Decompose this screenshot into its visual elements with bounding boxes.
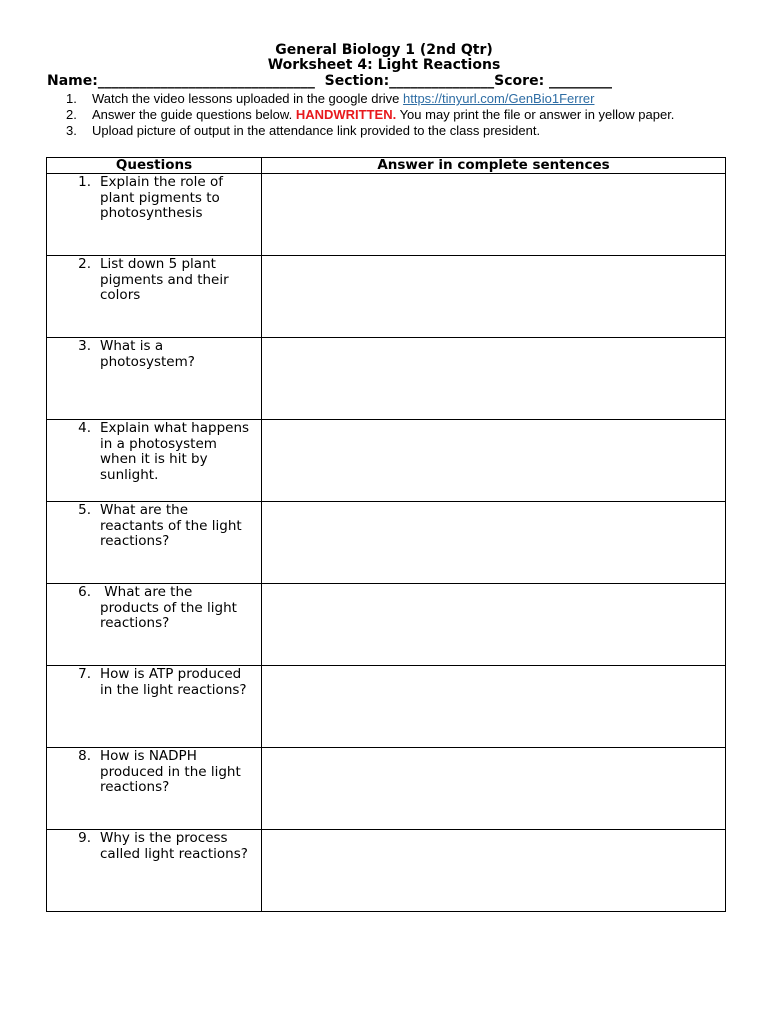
table-row (47, 666, 726, 748)
instruction-number: 2. (66, 107, 77, 122)
name-label: Name: (47, 73, 98, 89)
answer-cell[interactable] (262, 584, 726, 666)
table-row (47, 420, 726, 502)
table-row (47, 584, 726, 666)
questions-column-header: Questions (47, 158, 262, 174)
question-number: 5. (78, 502, 91, 518)
table-row (47, 338, 726, 420)
question-cell (47, 174, 262, 256)
answer-cell[interactable] (262, 174, 726, 256)
score-blank: _________ (549, 73, 613, 89)
answer-cell[interactable] (262, 338, 726, 420)
question-cell (47, 584, 262, 666)
instruction-item (66, 107, 706, 123)
question-text: What is a photosystem? (100, 338, 195, 370)
question-number: 4. (78, 420, 91, 436)
table-row (47, 256, 726, 338)
question-text: Explain what happens in a photosystem when it is hit by sunlight. (100, 420, 250, 483)
instruction-text: Answer the guide questions below. (92, 107, 296, 122)
table-row (47, 748, 726, 830)
question-text: What are the products of the light reactions? (100, 584, 242, 631)
question-number: 3. (78, 338, 91, 354)
answer-cell[interactable] (262, 748, 726, 830)
question-cell (47, 666, 262, 748)
answer-cell[interactable] (262, 256, 726, 338)
handwritten-emphasis: HANDWRITTEN. (295, 107, 397, 122)
instruction-number: 1. (66, 91, 77, 106)
questions-table (46, 157, 726, 912)
question-cell (47, 256, 262, 338)
question-text: How is ATP produced in the light reactions? (100, 666, 247, 698)
instruction-number: 3. (66, 123, 77, 138)
table-header-row (47, 158, 726, 174)
question-number: 8. (78, 748, 91, 764)
section-blank: _______________ (389, 73, 495, 89)
question-cell (47, 748, 262, 830)
answer-cell[interactable] (262, 502, 726, 584)
instruction-text: Watch the video lessons uploaded in the google drive (92, 91, 403, 106)
question-text: Why is the process called light reactions? (100, 830, 248, 862)
section-label: Section: (324, 73, 390, 89)
name-blank: _______________________________ (97, 73, 315, 89)
question-number: 2. (78, 256, 91, 272)
drive-link[interactable]: https://tinyurl.com/GenBio1Ferrer (403, 91, 595, 106)
answer-cell[interactable] (262, 420, 726, 502)
instruction-text: Upload picture of output in the attendance link provided to the class president. (92, 123, 541, 138)
student-info-line (47, 73, 727, 89)
score-label: Score: (494, 73, 545, 89)
question-number: 1. (78, 174, 91, 190)
table-row (47, 830, 726, 912)
question-number: 7. (78, 666, 91, 682)
question-text: Explain the role of plant pigments to photosynthesis (100, 174, 224, 221)
instructions-list (66, 91, 706, 139)
worksheet-title: General Biology 1 (2nd Qtr) (275, 42, 493, 58)
table-row (47, 502, 726, 584)
question-number: 9. (78, 830, 91, 846)
instruction-item (66, 123, 706, 139)
table-row (47, 174, 726, 256)
question-cell (47, 338, 262, 420)
question-cell (47, 502, 262, 584)
answer-cell[interactable] (262, 830, 726, 912)
instruction-item (66, 91, 706, 107)
question-text: List down 5 plant pigments and their colors (100, 256, 229, 303)
question-text: How is NADPH produced in the light reactions? (100, 748, 241, 795)
answer-cell[interactable] (262, 666, 726, 748)
instruction-text-after: You may print the file or answer in yellow paper. (396, 107, 675, 122)
worksheet-subtitle: Worksheet 4: Light Reactions (267, 57, 501, 73)
question-cell (47, 420, 262, 502)
question-text: What are the reactants of the light reactions? (100, 502, 242, 549)
question-cell (47, 830, 262, 912)
answers-column-header: Answer in complete sentences (262, 158, 726, 174)
question-number: 6. (78, 584, 91, 600)
